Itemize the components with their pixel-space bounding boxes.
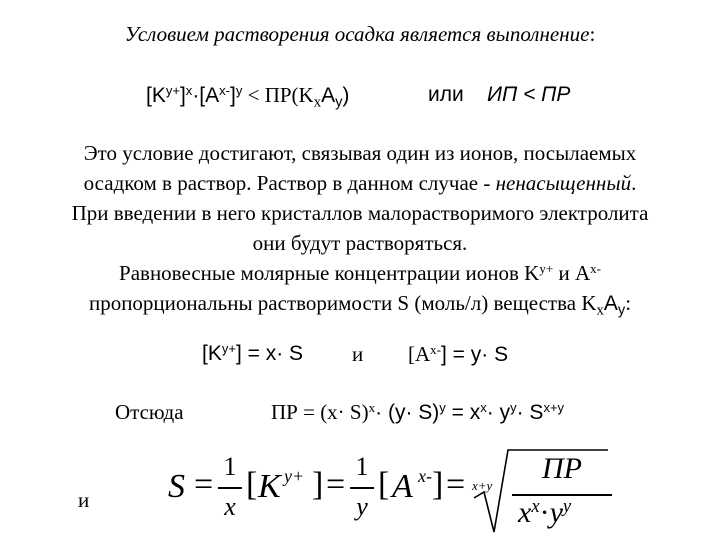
eq2-p3: x: [480, 399, 487, 415]
eq2-mid: · (y· S): [375, 401, 440, 424]
para-line-6-A: A: [603, 292, 618, 315]
fraction-1-den: x: [224, 492, 236, 521]
cond-k-sup: y+: [165, 82, 180, 98]
eq-solubility-product: [271, 400, 564, 425]
root-den-y-sup: y: [562, 495, 572, 517]
eq2-p5: x+y: [543, 399, 565, 415]
para-line-6: [0, 288, 720, 319]
eq2-eq: = x: [445, 401, 481, 424]
eq1-a-open: [A: [408, 342, 431, 366]
cond-close-sup: y: [235, 82, 243, 98]
eq-k-concentration: [202, 342, 303, 366]
cond-sub-x: x: [313, 94, 322, 111]
formula-k-bracket-close: ]: [312, 466, 324, 503]
para-line-4: они будут растворяться.: [252, 231, 468, 255]
para-line-5-sup2: x-: [590, 260, 601, 276]
cond-A: A: [321, 84, 336, 107]
formula-eq-1: =: [194, 466, 214, 503]
formula-A: A: [392, 468, 413, 505]
eq2-p1: x: [368, 399, 376, 415]
para-line-2-c: .: [631, 171, 637, 195]
dissolution-condition: [146, 82, 350, 111]
heading: [0, 22, 720, 47]
root-den-x-sup: x: [531, 495, 540, 517]
cond-k: [K: [146, 84, 166, 107]
cond-close: ]: [230, 84, 236, 107]
para-line-6-c: :: [625, 291, 632, 315]
para-line-5-a: Равновесные молярные концентрации ионов K: [119, 261, 540, 285]
eq1-a-sup: x-: [430, 341, 442, 357]
cond-bracket-sup: x: [185, 82, 193, 98]
root-denominator: [518, 496, 571, 530]
para-line-6-a: пропорциональны растворимости S (моль/л) вещества K: [88, 291, 597, 315]
formula-eq-3: =: [446, 466, 466, 503]
formula-K-sup: y+: [284, 466, 305, 486]
para-line-3: При введении в него кристаллов малорастворимого электролита: [71, 201, 649, 225]
para-line-2: [0, 168, 720, 198]
root-index: x+y: [472, 478, 493, 493]
fraction-2-den: y: [356, 492, 368, 521]
ili-word: или: [428, 83, 464, 106]
heading-text: Условием растворения осадка является выполнение: [124, 22, 590, 46]
root-numerator: ПР: [542, 452, 582, 485]
para-line-5-sup1: y+: [539, 260, 554, 276]
para-line-2-a: осадком в раствор. Раствор в данном случае -: [83, 171, 496, 195]
formula-k-bracket-open: [: [246, 466, 258, 503]
ip-condition: ИП < ПР: [487, 83, 571, 106]
fraction-2-num: 1: [355, 452, 369, 481]
eq1-k-open: [K: [202, 342, 222, 365]
formula-eq-2: =: [326, 466, 346, 503]
eq1-k-rest: ] = x· S: [235, 342, 304, 365]
unsaturated-term: ненасыщенный: [495, 171, 632, 195]
eq2-pr: ПР = (x· S): [271, 400, 369, 424]
fraction-1-bar: [218, 487, 242, 489]
eq2-p4: y: [510, 399, 517, 415]
cond-pr: < ПР(K: [242, 83, 314, 107]
cond-a-sup: x-: [219, 82, 230, 98]
eq2-yy: · y: [486, 401, 511, 424]
root-den-x: x: [518, 496, 532, 529]
formula-and: и: [78, 488, 90, 512]
para-line-1: Это условие достигают, связывая один из ионов, посылаемых: [83, 141, 637, 165]
eq2-ss: · S: [516, 401, 544, 424]
fraction-1-num: 1: [223, 452, 237, 481]
eq1-k-sup: y+: [221, 340, 236, 356]
otsyuda-word: Отсюда: [115, 400, 184, 424]
root-den-y: y: [549, 496, 563, 529]
cond-sub-y: y: [335, 94, 343, 111]
root-den-dot: ·: [539, 496, 550, 529]
para-line-5-b: и A: [553, 261, 591, 285]
para-line-5: [0, 258, 720, 288]
formula-A-sup: x-: [418, 466, 432, 486]
para-line-6-sub1: x: [596, 302, 604, 319]
formula-K: K: [258, 468, 281, 505]
eq2-p2: y: [439, 399, 446, 415]
formula-a-bracket-open: [: [378, 466, 390, 503]
eq-a-concentration: [408, 342, 508, 367]
cond-bracket: ]: [179, 84, 186, 107]
eq1-and: и: [352, 342, 364, 366]
formula-a-bracket-close: ]: [432, 466, 444, 503]
cond-a: ·[A: [192, 84, 220, 107]
eq1-a-rest: ] = y· S: [441, 343, 509, 366]
heading-colon: :: [589, 22, 596, 46]
para-line-6-sub2: y: [617, 302, 626, 319]
cond-rparen: ): [342, 84, 350, 107]
formula-S: S: [168, 468, 185, 505]
fraction-2-bar: [350, 487, 374, 489]
